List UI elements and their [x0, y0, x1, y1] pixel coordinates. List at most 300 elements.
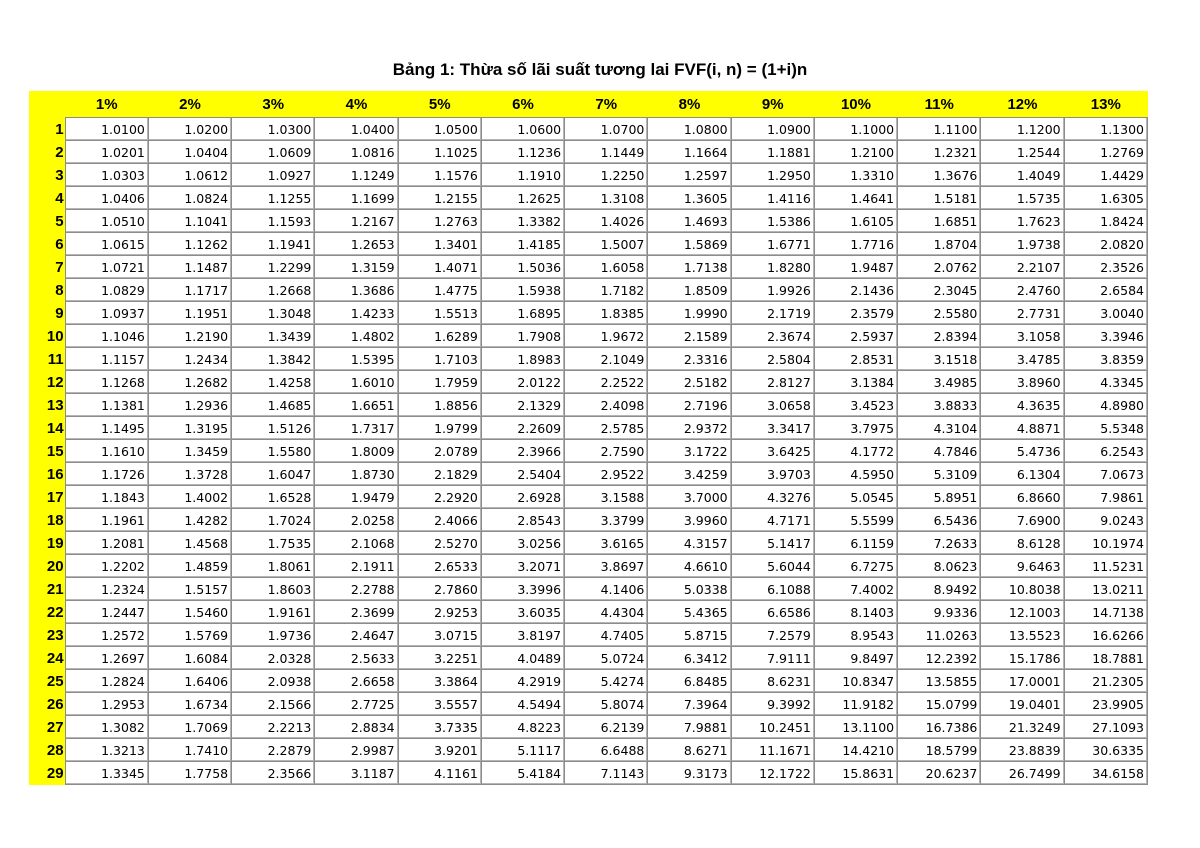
factor-cell: 11.9182 [814, 693, 897, 716]
factor-cell: 1.8509 [648, 279, 731, 302]
factor-cell: 11.5231 [1064, 555, 1147, 578]
factor-cell: 4.3635 [981, 394, 1064, 417]
rate-header: 13% [1064, 91, 1147, 118]
factor-cell: 1.2447 [65, 601, 148, 624]
factor-cell: 2.3566 [232, 762, 315, 785]
factor-cell: 3.9201 [398, 739, 481, 762]
factor-cell: 1.7758 [148, 762, 231, 785]
table-body [29, 118, 1148, 785]
factor-cell: 11.0263 [898, 624, 981, 647]
period-cell: 28 [29, 739, 65, 762]
table-row [29, 233, 1148, 256]
factor-cell: 13.5855 [898, 670, 981, 693]
factor-cell: 1.5007 [565, 233, 648, 256]
factor-cell: 1.5938 [481, 279, 564, 302]
factor-cell: 1.6771 [731, 233, 814, 256]
factor-cell: 3.2251 [398, 647, 481, 670]
factor-cell: 15.1786 [981, 647, 1064, 670]
factor-cell: 12.1003 [981, 601, 1064, 624]
factor-cell: 21.2305 [1064, 670, 1147, 693]
factor-cell: 1.3439 [232, 325, 315, 348]
factor-cell: 1.8983 [481, 348, 564, 371]
period-cell: 24 [29, 647, 65, 670]
period-cell: 8 [29, 279, 65, 302]
factor-cell: 2.3699 [315, 601, 398, 624]
factor-cell: 1.5386 [731, 210, 814, 233]
factor-cell: 1.2190 [148, 325, 231, 348]
factor-cell: 5.4736 [981, 440, 1064, 463]
factor-cell: 5.5348 [1064, 417, 1147, 440]
factor-cell: 2.5633 [315, 647, 398, 670]
factor-cell: 2.2920 [398, 486, 481, 509]
factor-cell: 10.2451 [731, 716, 814, 739]
factor-cell: 9.9336 [898, 601, 981, 624]
factor-cell: 1.2572 [65, 624, 148, 647]
period-cell: 15 [29, 440, 65, 463]
factor-cell: 1.9799 [398, 417, 481, 440]
factor-cell: 1.1961 [65, 509, 148, 532]
factor-cell: 1.6058 [565, 256, 648, 279]
factor-cell: 7.0673 [1064, 463, 1147, 486]
factor-cell: 2.8543 [481, 509, 564, 532]
factor-cell: 1.3345 [65, 762, 148, 785]
factor-cell: 7.9111 [731, 647, 814, 670]
factor-cell: 1.5769 [148, 624, 231, 647]
factor-cell: 1.6105 [814, 210, 897, 233]
factor-cell: 9.3992 [731, 693, 814, 716]
table-title: Bảng 1: Thừa số lãi suất tương lai FVF(i, n) = (1+i)n [392, 60, 808, 79]
table-row [29, 555, 1148, 578]
factor-cell: 2.6658 [315, 670, 398, 693]
factor-cell: 3.1588 [565, 486, 648, 509]
factor-cell: 3.1384 [814, 371, 897, 394]
factor-cell: 1.8009 [315, 440, 398, 463]
period-cell: 5 [29, 210, 65, 233]
factor-cell: 1.3676 [898, 164, 981, 187]
factor-cell: 5.4184 [481, 762, 564, 785]
period-cell: 12 [29, 371, 65, 394]
factor-cell: 3.8960 [981, 371, 1064, 394]
factor-cell: 6.1159 [814, 532, 897, 555]
factor-cell: 2.2609 [481, 417, 564, 440]
factor-cell: 1.0800 [648, 118, 731, 141]
factor-cell: 3.3864 [398, 670, 481, 693]
factor-cell: 1.0927 [232, 164, 315, 187]
period-cell: 11 [29, 348, 65, 371]
factor-cell: 1.2763 [398, 210, 481, 233]
factor-cell: 1.4116 [731, 187, 814, 210]
factor-cell: 3.4785 [981, 348, 1064, 371]
factor-cell: 1.0600 [481, 118, 564, 141]
factor-cell: 4.3345 [1064, 371, 1147, 394]
factor-cell: 6.2543 [1064, 440, 1147, 463]
factor-cell: 1.4429 [1064, 164, 1147, 187]
factor-cell: 5.5599 [814, 509, 897, 532]
factor-cell: 1.4002 [148, 486, 231, 509]
factor-cell: 5.1117 [481, 739, 564, 762]
factor-cell: 1.7024 [232, 509, 315, 532]
factor-cell: 2.1829 [398, 463, 481, 486]
factor-cell: 1.7959 [398, 371, 481, 394]
period-cell: 18 [29, 509, 65, 532]
factor-cell: 2.5404 [481, 463, 564, 486]
factor-cell: 1.9736 [232, 624, 315, 647]
factor-cell: 4.1406 [565, 578, 648, 601]
factor-cell: 1.6289 [398, 325, 481, 348]
factor-cell: 1.7535 [232, 532, 315, 555]
factor-cell: 1.0609 [232, 141, 315, 164]
factor-cell: 7.2579 [731, 624, 814, 647]
factor-cell: 3.8359 [1064, 348, 1147, 371]
table-row [29, 302, 1148, 325]
table-row [29, 256, 1148, 279]
rate-header: 2% [148, 91, 231, 118]
factor-cell: 3.3946 [1064, 325, 1147, 348]
factor-cell: 17.0001 [981, 670, 1064, 693]
factor-cell: 1.1449 [565, 141, 648, 164]
factor-cell: 1.0201 [65, 141, 148, 164]
factor-cell: 1.9672 [565, 325, 648, 348]
factor-cell: 2.4066 [398, 509, 481, 532]
factor-cell: 4.0489 [481, 647, 564, 670]
factor-cell: 1.6895 [481, 302, 564, 325]
factor-cell: 2.3316 [648, 348, 731, 371]
factor-cell: 1.4685 [232, 394, 315, 417]
factor-cell: 6.1304 [981, 463, 1064, 486]
factor-cell: 3.4523 [814, 394, 897, 417]
factor-cell: 1.0937 [65, 302, 148, 325]
factor-cell: 1.2202 [65, 555, 148, 578]
table-row [29, 279, 1148, 302]
factor-cell: 1.8730 [315, 463, 398, 486]
factor-cell: 3.6165 [565, 532, 648, 555]
factor-cell: 14.7138 [1064, 601, 1147, 624]
factor-cell: 14.4210 [814, 739, 897, 762]
factor-cell: 1.0816 [315, 141, 398, 164]
factor-cell: 4.4304 [565, 601, 648, 624]
factor-cell: 2.1049 [565, 348, 648, 371]
rate-header: 11% [898, 91, 981, 118]
factor-cell: 1.2250 [565, 164, 648, 187]
factor-cell: 1.6084 [148, 647, 231, 670]
factor-cell: 1.2434 [148, 348, 231, 371]
factor-cell: 1.0100 [65, 118, 148, 141]
factor-cell: 1.1910 [481, 164, 564, 187]
factor-cell: 1.7103 [398, 348, 481, 371]
table-row [29, 762, 1148, 785]
factor-cell: 1.8280 [731, 256, 814, 279]
factor-cell: 2.6584 [1064, 279, 1147, 302]
factor-cell: 1.9479 [315, 486, 398, 509]
factor-cell: 2.3966 [481, 440, 564, 463]
factor-cell: 1.3213 [65, 739, 148, 762]
rate-header: 9% [731, 91, 814, 118]
rate-header: 5% [398, 91, 481, 118]
factor-cell: 12.2392 [898, 647, 981, 670]
factor-cell: 1.1157 [65, 348, 148, 371]
factor-cell: 1.2167 [315, 210, 398, 233]
factor-cell: 2.1911 [315, 555, 398, 578]
factor-cell: 3.9703 [731, 463, 814, 486]
factor-cell: 1.8704 [898, 233, 981, 256]
factor-cell: 1.6851 [898, 210, 981, 233]
factor-cell: 1.3401 [398, 233, 481, 256]
factor-cell: 1.4071 [398, 256, 481, 279]
factor-cell: 3.8197 [481, 624, 564, 647]
factor-cell: 1.2597 [648, 164, 731, 187]
factor-cell: 1.1249 [315, 164, 398, 187]
factor-cell: 2.7731 [981, 302, 1064, 325]
factor-cell: 1.7908 [481, 325, 564, 348]
factor-cell: 1.2769 [1064, 141, 1147, 164]
factor-cell: 1.1487 [148, 256, 231, 279]
factor-cell: 2.3045 [898, 279, 981, 302]
factor-cell: 5.8074 [565, 693, 648, 716]
factor-cell: 3.4985 [898, 371, 981, 394]
factor-cell: 1.2155 [398, 187, 481, 210]
factor-cell: 1.0700 [565, 118, 648, 141]
factor-cell: 1.3159 [315, 256, 398, 279]
factor-cell: 1.5036 [481, 256, 564, 279]
factor-cell: 1.1610 [65, 440, 148, 463]
table-row [29, 394, 1148, 417]
factor-cell: 2.6928 [481, 486, 564, 509]
factor-cell: 19.0401 [981, 693, 1064, 716]
period-cell: 26 [29, 693, 65, 716]
factor-cell: 10.8347 [814, 670, 897, 693]
factor-cell: 1.1041 [148, 210, 231, 233]
factor-cell: 2.8531 [814, 348, 897, 371]
factor-cell: 1.5126 [232, 417, 315, 440]
factor-cell: 2.1068 [315, 532, 398, 555]
rate-header: 7% [565, 91, 648, 118]
factor-cell: 4.6610 [648, 555, 731, 578]
factor-cell: 2.4760 [981, 279, 1064, 302]
factor-cell: 1.6305 [1064, 187, 1147, 210]
fvf-table [29, 91, 1148, 785]
table-row [29, 739, 1148, 762]
factor-cell: 1.0303 [65, 164, 148, 187]
factor-cell: 2.0258 [315, 509, 398, 532]
factor-cell: 3.0658 [731, 394, 814, 417]
factor-cell: 2.9253 [398, 601, 481, 624]
table-row [29, 624, 1148, 647]
factor-cell: 3.0715 [398, 624, 481, 647]
factor-cell: 1.6528 [232, 486, 315, 509]
factor-cell: 2.7725 [315, 693, 398, 716]
table-row [29, 348, 1148, 371]
factor-cell: 1.1025 [398, 141, 481, 164]
period-cell: 23 [29, 624, 65, 647]
factor-cell: 1.0612 [148, 164, 231, 187]
period-cell: 2 [29, 141, 65, 164]
factor-cell: 1.5181 [898, 187, 981, 210]
factor-cell: 1.9487 [814, 256, 897, 279]
table-row [29, 670, 1148, 693]
corner-cell [29, 91, 65, 118]
factor-cell: 1.5869 [648, 233, 731, 256]
factor-cell: 18.5799 [898, 739, 981, 762]
factor-cell: 1.4185 [481, 233, 564, 256]
factor-cell: 23.9905 [1064, 693, 1147, 716]
factor-cell: 6.8660 [981, 486, 1064, 509]
factor-cell: 1.2950 [731, 164, 814, 187]
factor-cell: 1.4568 [148, 532, 231, 555]
factor-cell: 9.0243 [1064, 509, 1147, 532]
factor-cell: 6.1088 [731, 578, 814, 601]
factor-cell: 2.3674 [731, 325, 814, 348]
factor-cell: 1.8385 [565, 302, 648, 325]
factor-cell: 3.8697 [565, 555, 648, 578]
factor-cell: 5.0338 [648, 578, 731, 601]
period-cell: 19 [29, 532, 65, 555]
factor-cell: 1.1941 [232, 233, 315, 256]
factor-cell: 1.0200 [148, 118, 231, 141]
factor-cell: 1.0404 [148, 141, 231, 164]
factor-cell: 1.6010 [315, 371, 398, 394]
factor-cell: 30.6335 [1064, 739, 1147, 762]
period-cell: 13 [29, 394, 65, 417]
factor-cell: 6.8485 [648, 670, 731, 693]
factor-cell: 4.1772 [814, 440, 897, 463]
factor-cell: 7.9881 [648, 716, 731, 739]
factor-cell: 16.6266 [1064, 624, 1147, 647]
factor-cell: 3.8833 [898, 394, 981, 417]
rate-header: 10% [814, 91, 897, 118]
factor-cell: 1.9161 [232, 601, 315, 624]
table-row [29, 440, 1148, 463]
factor-cell: 8.6271 [648, 739, 731, 762]
table-row [29, 141, 1148, 164]
factor-cell: 13.1100 [814, 716, 897, 739]
period-cell: 4 [29, 187, 65, 210]
factor-cell: 3.7000 [648, 486, 731, 509]
factor-cell: 1.0824 [148, 187, 231, 210]
factor-cell: 4.5950 [814, 463, 897, 486]
factor-cell: 1.2081 [65, 532, 148, 555]
factor-cell: 2.8127 [731, 371, 814, 394]
factor-cell: 1.2324 [65, 578, 148, 601]
period-cell: 21 [29, 578, 65, 601]
factor-cell: 1.4693 [648, 210, 731, 233]
factor-cell: 3.1058 [981, 325, 1064, 348]
factor-cell: 16.7386 [898, 716, 981, 739]
factor-cell: 1.7069 [148, 716, 231, 739]
factor-cell: 5.8951 [898, 486, 981, 509]
factor-cell: 4.1161 [398, 762, 481, 785]
factor-cell: 6.5436 [898, 509, 981, 532]
factor-cell: 1.3310 [814, 164, 897, 187]
factor-cell: 1.5395 [315, 348, 398, 371]
factor-cell: 2.0122 [481, 371, 564, 394]
table-row [29, 578, 1148, 601]
period-cell: 27 [29, 716, 65, 739]
period-cell: 1 [29, 118, 65, 141]
factor-cell: 1.1495 [65, 417, 148, 440]
factor-cell: 5.4274 [565, 670, 648, 693]
factor-cell: 1.3195 [148, 417, 231, 440]
factor-cell: 1.7182 [565, 279, 648, 302]
factor-cell: 1.2321 [898, 141, 981, 164]
factor-cell: 1.3048 [232, 302, 315, 325]
period-cell: 6 [29, 233, 65, 256]
factor-cell: 2.1719 [731, 302, 814, 325]
factor-cell: 34.6158 [1064, 762, 1147, 785]
factor-cell: 5.6044 [731, 555, 814, 578]
factor-cell: 8.9492 [898, 578, 981, 601]
factor-cell: 8.6231 [731, 670, 814, 693]
rate-header: 4% [315, 91, 398, 118]
factor-cell: 2.1329 [481, 394, 564, 417]
factor-cell: 7.4002 [814, 578, 897, 601]
factor-cell: 1.2697 [65, 647, 148, 670]
factor-cell: 1.4775 [398, 279, 481, 302]
table-row [29, 371, 1148, 394]
factor-cell: 1.1951 [148, 302, 231, 325]
factor-cell: 2.2522 [565, 371, 648, 394]
factor-cell: 4.8223 [481, 716, 564, 739]
factor-cell: 2.7860 [398, 578, 481, 601]
factor-cell: 7.9861 [1064, 486, 1147, 509]
factor-cell: 2.6533 [398, 555, 481, 578]
factor-cell: 1.1576 [398, 164, 481, 187]
factor-cell: 2.8394 [898, 325, 981, 348]
factor-cell: 1.2824 [65, 670, 148, 693]
factor-cell: 8.1403 [814, 601, 897, 624]
factor-cell: 12.1722 [731, 762, 814, 785]
factor-cell: 13.5523 [981, 624, 1064, 647]
rate-header: 6% [481, 91, 564, 118]
rate-header: 3% [232, 91, 315, 118]
factor-cell: 3.9960 [648, 509, 731, 532]
factor-cell: 1.1236 [481, 141, 564, 164]
factor-cell: 2.9522 [565, 463, 648, 486]
factor-cell: 1.4026 [565, 210, 648, 233]
factor-cell: 1.1881 [731, 141, 814, 164]
factor-cell: 1.7716 [814, 233, 897, 256]
factor-cell: 4.3157 [648, 532, 731, 555]
factor-cell: 1.0510 [65, 210, 148, 233]
factor-cell: 1.7138 [648, 256, 731, 279]
factor-cell: 2.2788 [315, 578, 398, 601]
table-row [29, 210, 1148, 233]
factor-cell: 2.0762 [898, 256, 981, 279]
factor-cell: 2.5270 [398, 532, 481, 555]
factor-cell: 2.0328 [232, 647, 315, 670]
period-cell: 16 [29, 463, 65, 486]
factor-cell: 6.3412 [648, 647, 731, 670]
factor-cell: 1.1699 [315, 187, 398, 210]
factor-cell: 1.7317 [315, 417, 398, 440]
factor-cell: 20.6237 [898, 762, 981, 785]
factor-cell: 3.0256 [481, 532, 564, 555]
period-cell: 25 [29, 670, 65, 693]
factor-cell: 15.0799 [898, 693, 981, 716]
factor-cell: 5.3109 [898, 463, 981, 486]
factor-cell: 2.0938 [232, 670, 315, 693]
factor-cell: 3.3799 [565, 509, 648, 532]
rate-header: 8% [648, 91, 731, 118]
factor-cell: 1.5460 [148, 601, 231, 624]
factor-cell: 1.3082 [65, 716, 148, 739]
factor-cell: 1.1268 [65, 371, 148, 394]
factor-cell: 1.0829 [65, 279, 148, 302]
factor-cell: 3.1187 [315, 762, 398, 785]
factor-cell: 8.9543 [814, 624, 897, 647]
factor-cell: 2.2213 [232, 716, 315, 739]
period-cell: 20 [29, 555, 65, 578]
table-row [29, 417, 1148, 440]
